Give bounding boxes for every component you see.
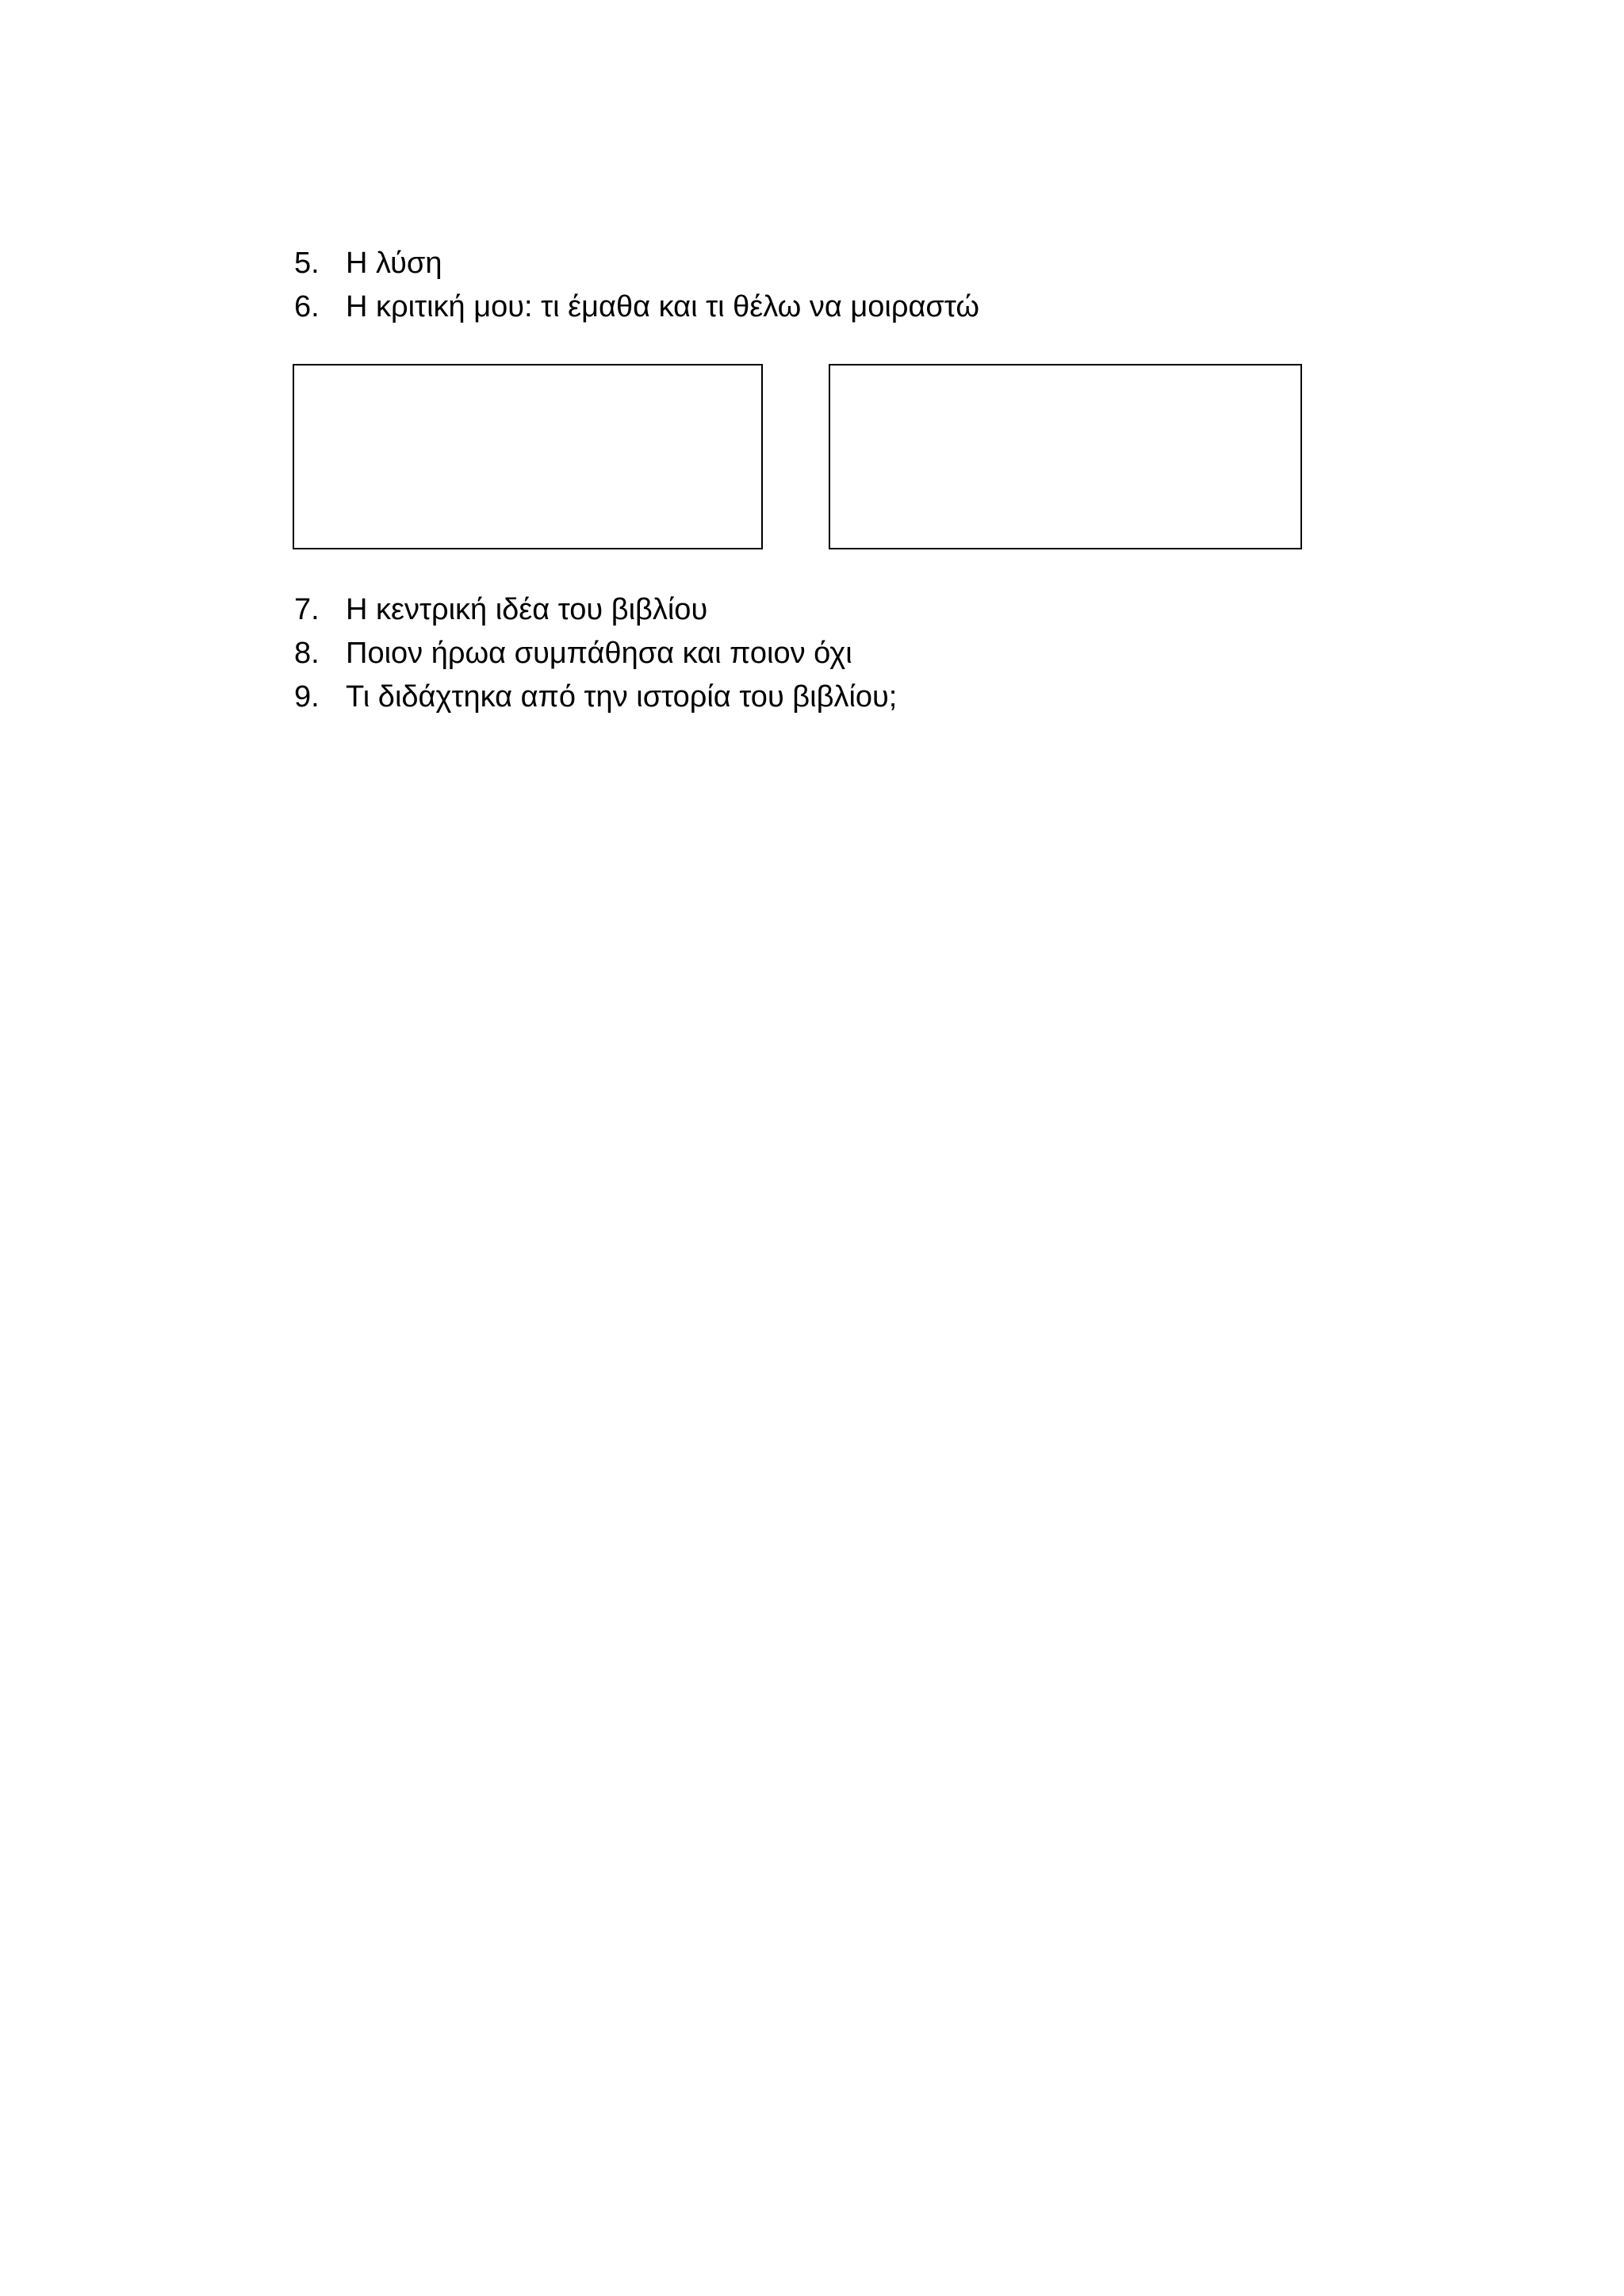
list-item xyxy=(294,588,897,632)
item-text: Η κεντρική ιδέα του βιβλίου xyxy=(346,593,708,626)
item-text: Η κριτική μου: τι έμαθα και τι θέλω να μοιραστώ xyxy=(346,290,980,323)
item-text: Η λύση xyxy=(346,247,442,280)
question-list-bottom xyxy=(294,588,897,719)
item-number: 9. xyxy=(294,680,320,714)
question-list-top xyxy=(294,242,979,329)
answer-box-right xyxy=(829,364,1302,549)
list-item xyxy=(294,242,979,285)
item-number: 6. xyxy=(294,290,320,323)
item-number: 7. xyxy=(294,593,320,626)
item-text: Τι διδάχτηκα από την ιστορία του βιβλίου; xyxy=(346,680,898,714)
item-number: 5. xyxy=(294,247,320,280)
list-item xyxy=(294,285,979,329)
list-item xyxy=(294,675,897,719)
item-number: 8. xyxy=(294,637,320,670)
item-text: Ποιον ήρωα συμπάθησα και ποιον όχι xyxy=(346,637,852,670)
answer-box-left xyxy=(293,364,763,549)
list-item xyxy=(294,632,897,675)
